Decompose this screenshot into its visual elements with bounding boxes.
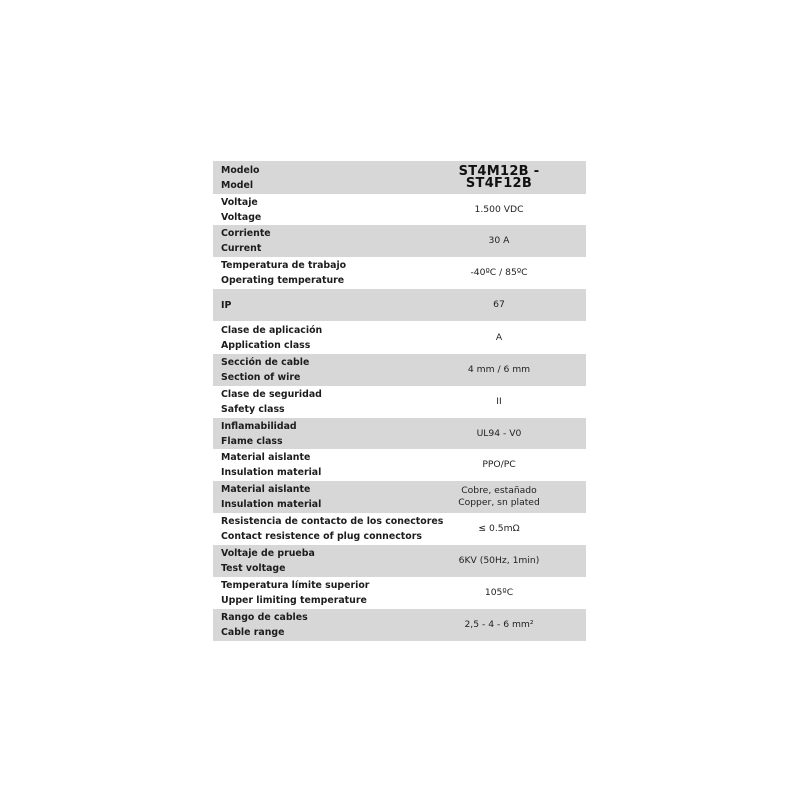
spec-value	[428, 204, 586, 216]
spec-value	[428, 523, 586, 535]
spec-value	[428, 332, 586, 344]
spec-row	[213, 289, 586, 321]
spec-label-en: Cable range	[221, 627, 285, 638]
spec-label-es: Corriente	[221, 228, 271, 239]
spec-label-es: Temperatura de trabajo	[221, 260, 347, 271]
spec-row	[213, 418, 586, 449]
spec-label-es: Voltaje	[221, 196, 258, 208]
spec-label	[213, 482, 428, 512]
spec-label-es: Temperatura límite superior	[221, 580, 370, 591]
spec-value	[428, 364, 586, 376]
spec-label	[213, 258, 428, 288]
spec-label-en: Safety class	[221, 404, 285, 415]
spec-row	[213, 609, 586, 641]
spec-label-en: Model	[221, 179, 254, 191]
spec-label-en: Upper limiting temperature	[221, 595, 367, 606]
model-name	[428, 163, 586, 191]
spec-label-es: Modelo	[221, 164, 260, 176]
spec-row	[213, 513, 586, 545]
spec-label	[213, 419, 428, 449]
spec-label	[213, 450, 428, 480]
spec-label-en: Flame class	[221, 435, 283, 447]
spec-label-es: Inflamabilidad	[221, 420, 297, 432]
spec-value-line: PPO/PC	[482, 459, 516, 470]
spec-value-line: 105ºC	[484, 587, 514, 598]
spec-label	[213, 298, 428, 313]
spec-value-line: 30 A	[488, 235, 510, 246]
spec-value-line: Cobre, estañado	[461, 485, 537, 496]
spec-value-line: UL94 - V0	[476, 427, 522, 439]
spec-row	[213, 481, 586, 513]
spec-label-es: Voltaje de prueba	[221, 548, 315, 559]
spec-label	[213, 610, 428, 640]
spec-value-line: ST4M12B - ST4F12B	[458, 163, 540, 191]
spec-row	[213, 257, 586, 289]
spec-label	[213, 226, 428, 256]
spec-label-es: Clase de seguridad	[221, 389, 322, 400]
spec-row	[213, 386, 586, 418]
spec-label-es: Resistencia de contacto de los conectores	[221, 516, 444, 527]
spec-label	[213, 323, 428, 353]
spec-value	[428, 587, 586, 599]
spec-label	[213, 163, 428, 193]
spec-label-en: Operating temperature	[221, 275, 345, 286]
spec-label-en: Voltage	[221, 211, 262, 223]
spec-row	[213, 161, 586, 194]
spec-value-line: ≤ 0.5mΩ	[478, 523, 520, 534]
spec-table	[213, 161, 586, 641]
spec-label-en: Contact resistence of plug connectors	[221, 531, 422, 542]
spec-label	[213, 355, 428, 385]
spec-label-es: IP	[221, 299, 232, 311]
spec-row	[213, 449, 586, 481]
spec-value	[428, 619, 586, 631]
spec-value-line: -40ºC / 85ºC	[470, 267, 528, 278]
spec-value	[428, 555, 586, 567]
spec-value	[428, 485, 586, 509]
spec-label	[213, 195, 428, 225]
spec-label-en: Insulation material	[221, 499, 322, 510]
spec-row	[213, 354, 586, 386]
spec-row	[213, 577, 586, 609]
spec-value	[428, 235, 586, 247]
spec-value	[428, 396, 586, 408]
spec-label-es: Material aislante	[221, 484, 311, 495]
spec-row	[213, 225, 586, 257]
spec-value-line: 4 mm / 6 mm	[467, 364, 531, 375]
spec-label-en: Test voltage	[221, 563, 286, 574]
spec-label	[213, 387, 428, 417]
spec-label-en: Current	[221, 243, 262, 254]
spec-label-es: Rango de cables	[221, 612, 308, 623]
spec-value-line: 2,5 - 4 - 6 mm²	[464, 619, 534, 630]
spec-value	[428, 428, 586, 440]
spec-value-line: A	[495, 331, 503, 343]
spec-label-es: Clase de aplicación	[221, 324, 323, 336]
spec-value-line: 1.500 VDC	[474, 203, 524, 215]
spec-label-en: Application class	[221, 339, 311, 351]
spec-value-line: 6KV (50Hz, 1min)	[458, 555, 540, 566]
spec-label-es: Sección de cable	[221, 357, 310, 368]
spec-label	[213, 514, 444, 544]
spec-row	[213, 321, 586, 354]
spec-label	[213, 578, 428, 608]
spec-row	[213, 545, 586, 577]
spec-label	[213, 546, 428, 576]
spec-value	[428, 267, 586, 279]
spec-value	[428, 459, 586, 471]
spec-label-en: Section of wire	[221, 372, 301, 383]
spec-value-line: II	[496, 396, 502, 407]
spec-value	[428, 299, 586, 311]
spec-label-es: Material aislante	[221, 452, 311, 463]
spec-value-line: 67	[493, 299, 505, 310]
spec-label-en: Insulation material	[221, 467, 322, 478]
spec-row	[213, 194, 586, 225]
spec-value-line: Copper, sn plated	[458, 497, 540, 508]
